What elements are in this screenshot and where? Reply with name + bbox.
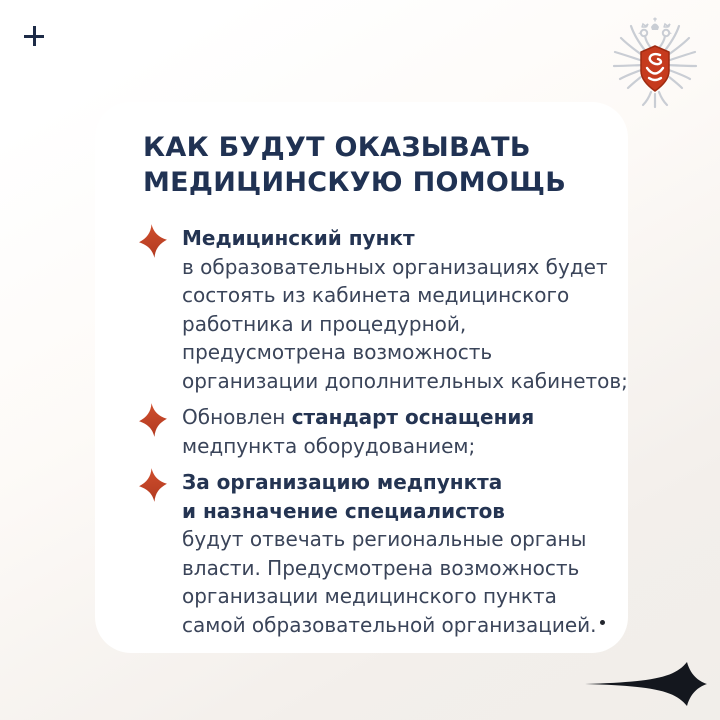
dot-decoration [600,620,605,625]
bullet-line: состоять из кабинета медицинского [182,283,570,307]
bullet-line: будут отвечать региональные органы [182,527,587,551]
page-title [143,130,614,200]
bullet-item-medpunkt [143,224,628,395]
eagle-heads-icon [638,18,672,37]
bullet-item-standart [143,403,614,460]
bullet-line: власти. Предусмотрена возможность [182,555,580,580]
bullet-lead: Обновлен [182,405,292,429]
four-point-star-icon [138,402,169,438]
title-line-1: КАК БУДУТ ОКАЗЫВАТЬ [143,132,531,163]
bullet-line: работника и процедурной, [182,311,467,336]
bullet-item-organizaciya [143,468,614,639]
bullet-text [182,403,534,460]
plus-icon-horizontal-bar [24,35,44,38]
bullet-line: организации дополнительных кабинетов; [182,368,628,393]
bullet-line: в образовательных организациях будет [182,254,608,279]
bullet-mixed-line [182,403,534,432]
bullet-line: предусмотрена возможность [182,340,493,364]
bullet-heading: и назначение специалистов [182,498,505,523]
bullet-text [182,468,597,639]
info-card [95,102,628,653]
bullet-heading-inline: стандарт оснащения [291,405,535,429]
bullet-line: медпункта оборудованием; [182,433,476,458]
bullet-heading: За организацию медпункта [182,470,503,494]
minzdrav-emblem-icon [607,16,703,112]
bullet-line: организации медицинского пункта [182,584,557,608]
four-point-star-icon [138,223,169,259]
bullet-text [182,224,628,395]
bullet-line: самой образовательной организацией. [182,612,597,637]
sparkle-flare-icon [570,655,720,715]
bullet-heading: Медицинский пункт [182,226,415,250]
plus-icon [24,26,44,46]
four-point-star-icon [138,467,169,503]
title-line-2: МЕДИЦИНСКУЮ ПОМОЩЬ [143,167,567,198]
